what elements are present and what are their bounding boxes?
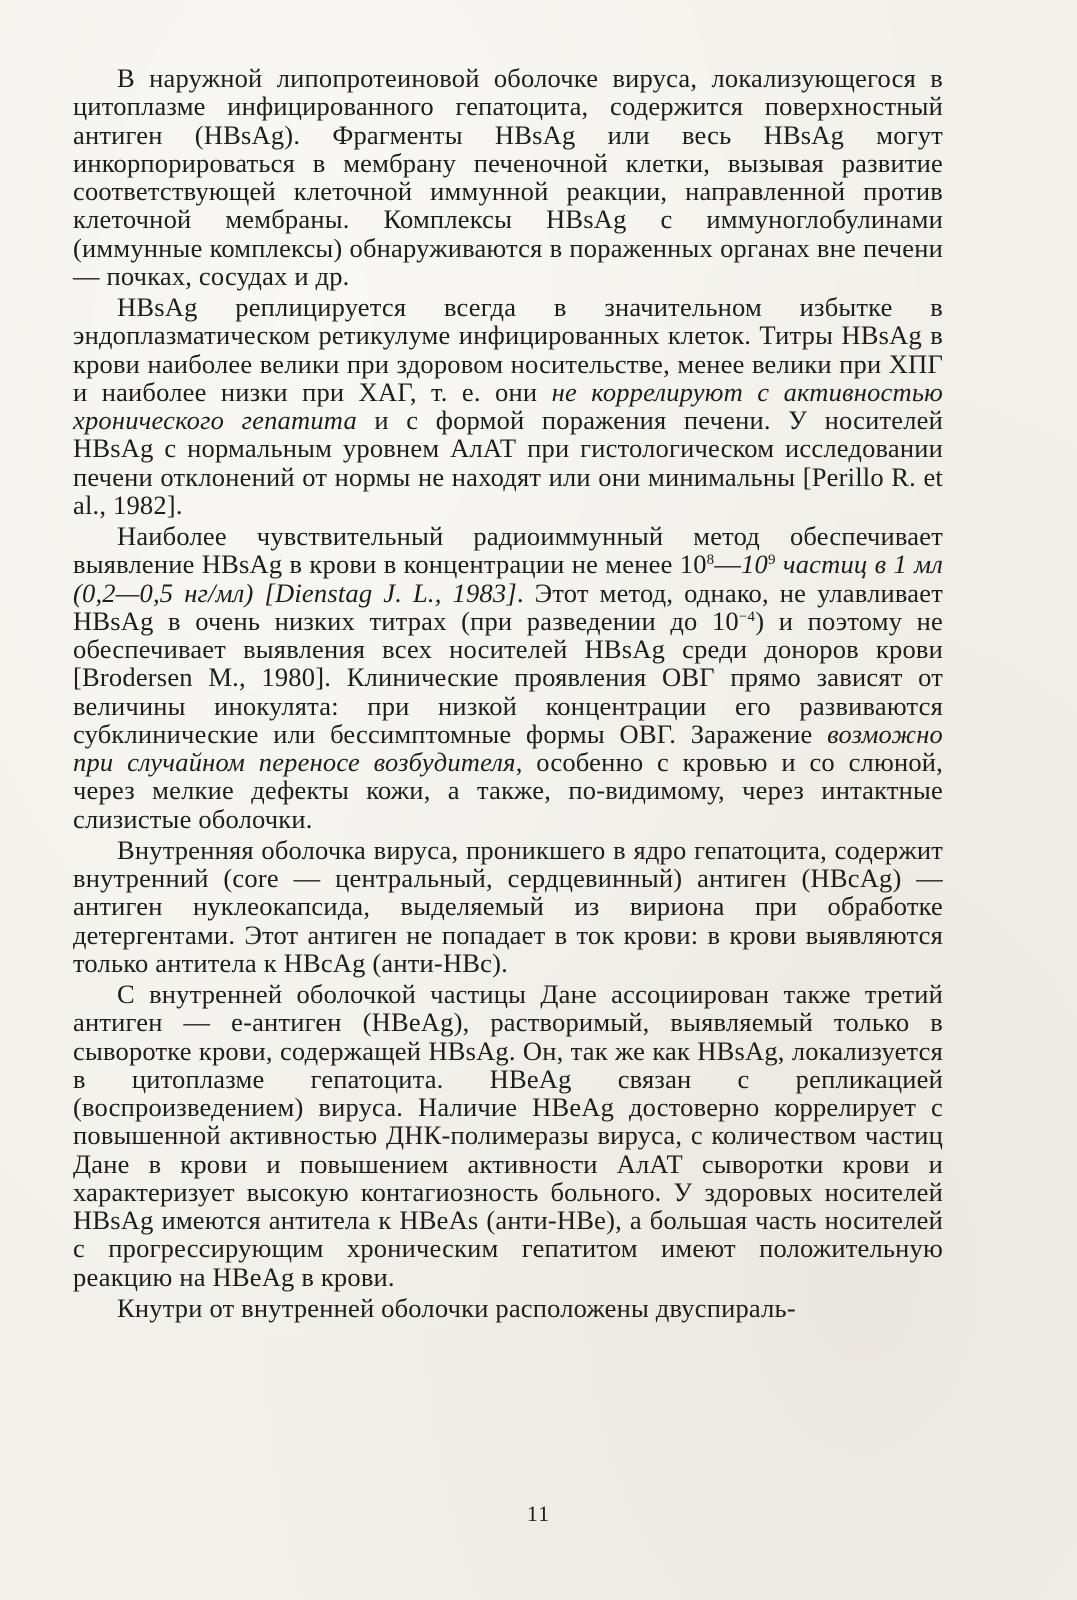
page-number: 11 [526, 1501, 551, 1526]
p3-italic-transmission: возможно при случайном переносе возбудителя [73, 718, 943, 777]
p2-text-c: и с формой поражения печени. У носителей HBsAg с нормальным уровнем АлАТ при гистологическом исследовании печени отклонений от нормы не находят или они минимальны [Perillo R. et al., 1982]. [73, 405, 943, 520]
body-text [73, 64, 943, 1322]
paragraph-hbsag-replication [73, 293, 943, 519]
p3-sup-2: 9 [767, 552, 776, 569]
paragraph-hbcag: Внутренняя оболочка вируса, проникшего в ядро гепатоцита, содержит внутренний (core — центральный, сердцевинный) антиген (HBcAg) — антиген нуклеокапсида, выделяемый из вириона при обработке детергентами. Этот антиген не попадает в ток крови: в крови выявляются только антитела к HBcAg (анти-HBc). [73, 834, 943, 978]
paragraph-hbsag-location: В наружной липопротеиновой оболочке вируса, локализующегося в цитоплазме инфицированного гепатоцита, содержится поверхностный антиген (HBsAg). Фрагменты HBsAg или весь HBsAg могут инкорпорироваться в мембрану печеночной клетки, вызывая развитие соответствующей клеточной иммунной реакции, направленной против клеточной мембраны. Комплексы HBsAg с иммуноглобулинами (иммунные комплексы) обнаруживаются в пораженных органах вне печени — почках, сосудах и др. [73, 63, 943, 291]
p3-sup-3: −4 [738, 608, 756, 625]
paragraph-radioimmune-method [73, 522, 943, 833]
p3-text-h: , особенно с кровью и со слюной, через мелкие дефекты кожи, а также, по-видимому, через интактные слизистые оболочки. [73, 747, 944, 834]
p3-text-a: Наиболее чувствительный радиоиммунный метод обеспечивает выявление HBsAg в крови в концентрации не менее 10 [73, 521, 943, 580]
p3-text-f: ) и поэтому не обеспечивает выявления всех носителей HBsAg среди доноров крови [Brodersen M., 1980]. Клинические проявления ОВГ прямо зависят от величины инокулята: при низкой концентрации его развиваются субклинические или бессимптомные формы ОВГ. Заражение [73, 605, 943, 749]
p3-text-e: . Этот метод, однако, не улавливает HBsAg в очень низких титрах (при разведении до 10 [73, 577, 943, 636]
paragraph-continued: Кнутри от внутренней оболочки расположены двуспираль- [117, 1292, 796, 1323]
p2-italic: не коррелируют с активностью хронического гепатита [73, 376, 943, 435]
p3-sup-1: 8 [706, 552, 715, 569]
p3-italic-citation: частиц в 1 мл (0,2—0,5 нг/мл) [Dienstag J. L., 1983] [73, 549, 943, 608]
p3-italic-base: 10 [741, 549, 768, 580]
p2-text-a: HBsAg реплицируется всегда в значительном избытке в эндоплазматическом ретикулуме инфицированных клеток. Титры HBsAg в крови наиболее велики при здоровом носительстве, менее велики при ХПГ и наиболее низки при ХАГ, т. е. они [73, 292, 943, 407]
p3-dash: — [714, 549, 742, 580]
paragraph-hbeag: С внутренней оболочкой частицы Дане ассоциирован также третий антиген — е-антиген (HBeAg), растворимый, выявляемый только в сыворотке крови, содержащей HBsAg. Он, так же как HBsAg, локализуется в цитоплазме гепатоцита. HBeAg связан с репликацией (воспроизведением) вируса. Наличие HBeAg достоверно коррелирует с повышенной активностью ДНК-полимеразы вируса, с количеством частиц Дане в крови и повышением активности АлАТ сыворотки крови и характеризует высокую контагиозность больного. У здоровых носителей HBsAg имеются антитела к HBeAs (анти-HBe), а большая часть носителей с прогрессирующим хроническим гепатитом имеют положительную реакцию на HBeAg в крови. [73, 979, 943, 1292]
